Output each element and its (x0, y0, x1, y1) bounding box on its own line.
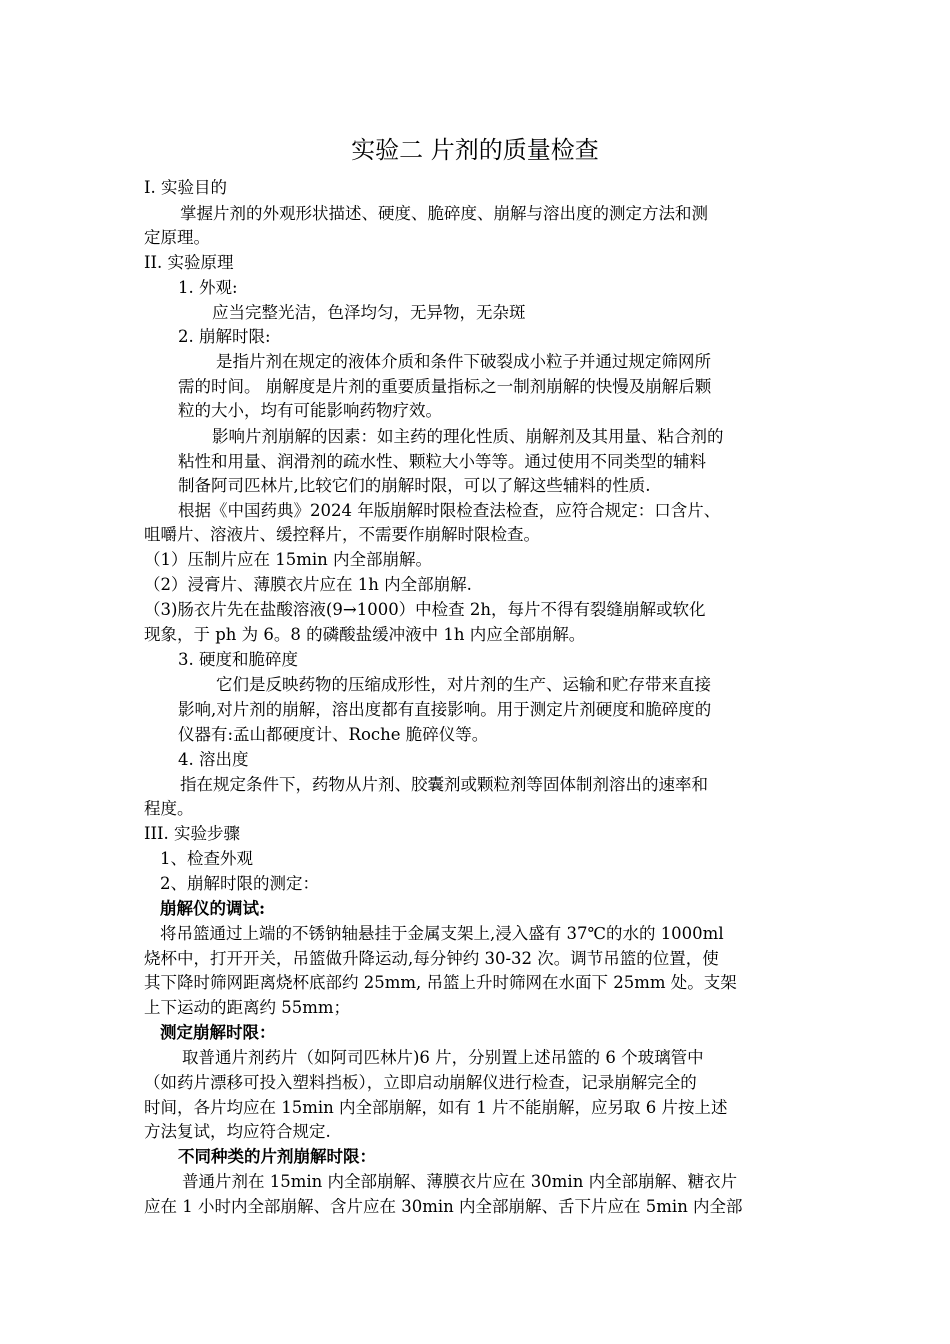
subheading-hardness: 3. 硬度和脆碎度 (178, 650, 298, 669)
paragraph-line: 取普通片剂药片（如阿司匹林片)6 片，分别置上述吊篮的 6 个玻璃管中 (182, 1048, 704, 1067)
paragraph-line: 现象，于 ph 为 6。8 的磷酸盐缓冲液中 1h 内应全部崩解。 (144, 625, 586, 644)
paragraph-line: 影响,对片剂的崩解，溶出度都有直接影响。用于测定片剂硬度和脆碎度的 (178, 700, 712, 719)
paragraph-line: 根据《中国药典》2024 年版崩解时限检查法检查，应符合规定：口含片、 (178, 501, 721, 520)
paragraph-line: 上下运动的距离约 55mm； (144, 998, 351, 1017)
paragraph-line: 仪器有:孟山都硬度计、Roche 脆碎仪等。 (178, 725, 489, 744)
paragraph-line: 方法复试，均应符合规定. (144, 1122, 331, 1141)
section-heading-objective: I. 实验目的 (144, 178, 228, 197)
bold-subheading: 不同种类的片剂崩解时限： (178, 1147, 376, 1166)
list-item: （3)肠衣片先在盐酸溶液(9→1000）中检查 2h，每片不得有裂缝崩解或软化 (144, 600, 706, 619)
paragraph-line: 掌握片剂的外观形状描述、硬度、脆碎度、崩解与溶出度的测定方法和测 (180, 204, 708, 223)
paragraph-line: 影响片剂崩解的因素：如主药的理化性质、崩解剂及其用量、粘合剂的 (212, 427, 724, 446)
list-item: （1）压制片应在 15min 内全部崩解。 (144, 550, 433, 569)
list-item: （2）浸膏片、薄膜衣片应在 1h 内全部崩解. (144, 575, 472, 594)
paragraph-line: 是指片剂在规定的液体介质和条件下破裂成小粒子并通过规定筛网所 (216, 352, 711, 371)
paragraph-line: 应在 1 小时内全部崩解、含片应在 30min 内全部崩解、舌下片应在 5min 内全部 (144, 1197, 743, 1216)
paragraph-line: 时间，各片均应在 15min 内全部崩解，如有 1 片不能崩解，应另取 6 片按上述 (144, 1098, 728, 1117)
paragraph-line: 烧杯中，打开开关，吊篮做升降运动,每分钟约 30-32 次。调节吊篮的位置，使 (144, 949, 719, 968)
section-heading-procedure: III. 实验步骤 (144, 824, 241, 843)
bold-subheading: 测定崩解时限： (160, 1023, 276, 1042)
section-heading-principle: II. 实验原理 (144, 253, 234, 272)
document-title: 实验二 片剂的质量检查 (351, 136, 599, 164)
paragraph-line: 程度。 (144, 799, 194, 818)
bold-subheading: 崩解仪的调试: (160, 899, 266, 918)
step-item: 1、检查外观 (160, 849, 253, 868)
paragraph-line: 粒的大小，均有可能影响药物疗效。 (178, 401, 442, 420)
subheading-disintegration: 2. 崩解时限: (178, 327, 271, 346)
paragraph-line: 其下降时筛网距离烧杯底部约 25mm, 吊篮上升时筛网在水面下 25mm 处。支架 (144, 973, 737, 992)
subheading-dissolution: 4. 溶出度 (178, 750, 249, 769)
paragraph-line: 需的时间。 崩解度是片剂的重要质量指标之一制剂崩解的快慢及崩解后颗 (178, 377, 712, 396)
paragraph-line: 它们是反映药物的压缩成形性，对片剂的生产、运输和贮存带来直接 (216, 675, 711, 694)
subheading-appearance: 1. 外观: (178, 278, 238, 297)
paragraph-line: （如药片漂移可投入塑料挡板），立即启动崩解仪进行检查，记录崩解完全的 (144, 1073, 697, 1092)
paragraph-line: 制备阿司匹林片,比较它们的崩解时限，可以了解这些辅料的性质. (178, 476, 651, 495)
step-item: 2、崩解时限的测定： (160, 874, 319, 893)
paragraph-line: 将吊篮通过上端的不锈钠轴悬挂于金属支架上,浸入盛有 37℃的水的 1000ml (160, 924, 724, 943)
paragraph-line: 定原理。 (144, 228, 210, 247)
paragraph-line: 咀嚼片、溶液片、缓控释片，不需要作崩解时限检查。 (144, 525, 540, 544)
paragraph-line: 应当完整光洁，色泽均匀，无异物，无杂斑 (212, 303, 526, 322)
paragraph-line: 粘性和用量、润滑剂的疏水性、颗粒大小等等。通过使用不同类型的辅料 (178, 452, 706, 471)
paragraph-line: 指在规定条件下，药物从片剂、胶囊剂或颗粒剂等固体制剂溶出的速率和 (180, 775, 708, 794)
paragraph-line: 普通片剂在 15min 内全部崩解、薄膜衣片应在 30min 内全部崩解、糖衣片 (182, 1172, 738, 1191)
